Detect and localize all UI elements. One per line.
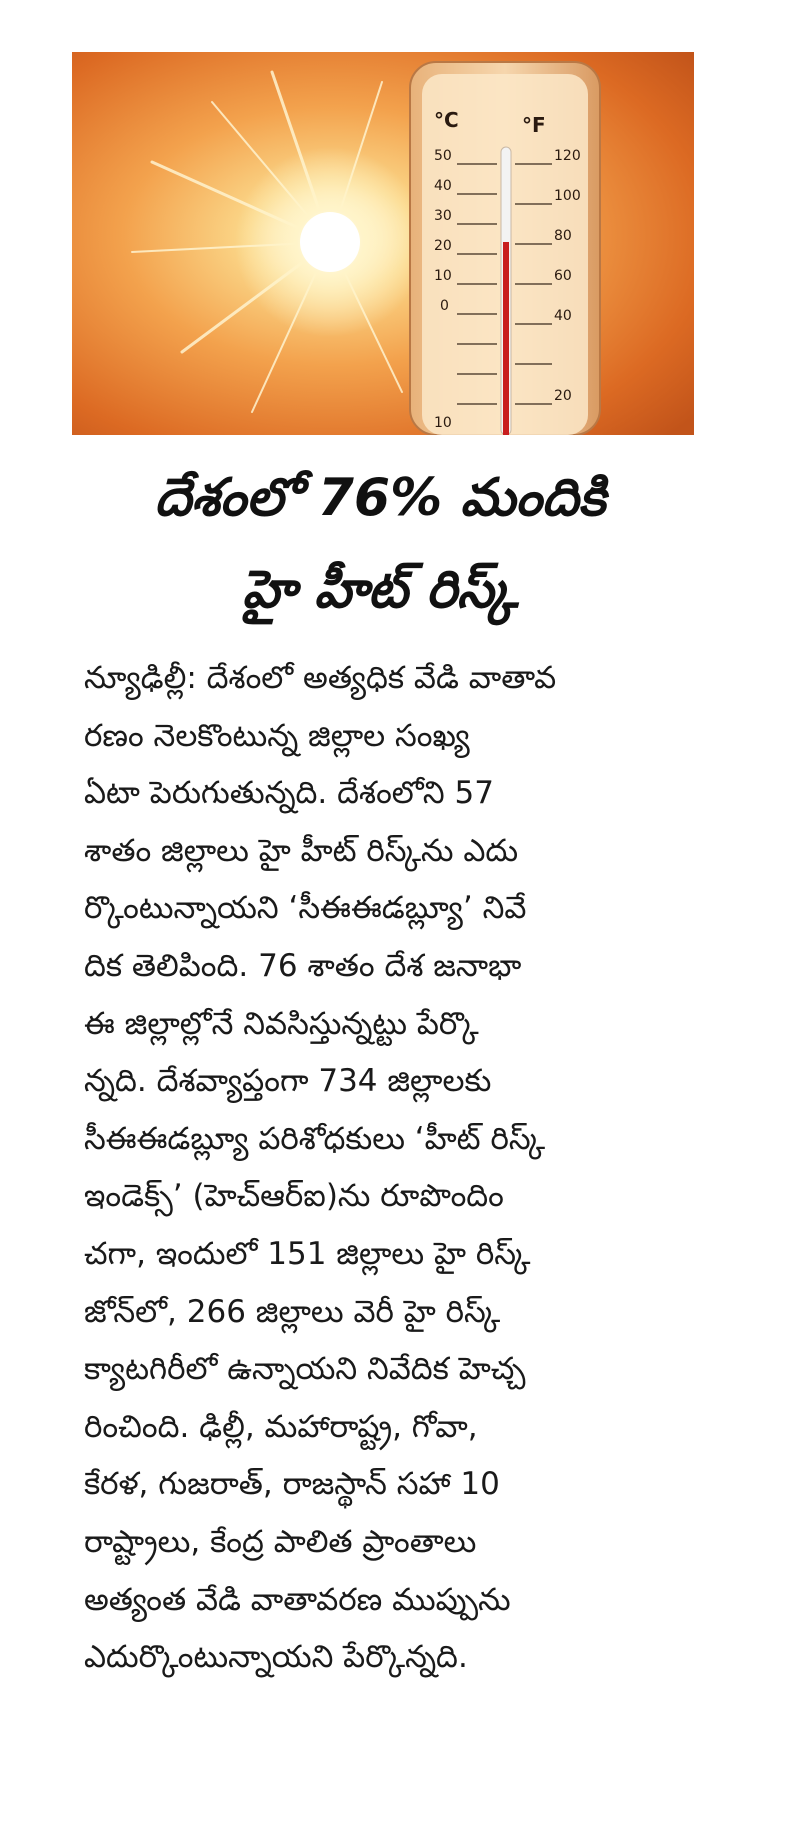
svg-text:30: 30	[434, 208, 452, 224]
headline-line-1: దేశంలో 76% మందికి	[154, 468, 606, 528]
svg-text:°F: °F	[522, 113, 546, 137]
svg-text:20: 20	[554, 388, 572, 404]
body-line: జోన్‌లో, 266 జిల్లాలు వెరీ హై రిస్క్	[84, 1293, 501, 1330]
body-line: ఏటా పెరుగుతున్నది. దేశంలోని 57	[84, 775, 494, 812]
svg-text:120: 120	[554, 148, 581, 164]
body-line: రాష్ట్రాలు, కేంద్ర పాలిత ప్రాంతాలు	[84, 1523, 477, 1560]
article-headline	[60, 452, 700, 636]
svg-text:80: 80	[554, 228, 572, 244]
svg-text:0: 0	[440, 298, 449, 314]
body-line: దిక తెలిపింది. 76 శాతం దేశ జనాభా	[84, 947, 522, 984]
svg-text:60: 60	[554, 268, 572, 284]
body-line: ఎదుర్కొంటున్నాయని పేర్కొన్నది.	[84, 1639, 468, 1676]
svg-text:10: 10	[434, 415, 452, 431]
body-line: న్యూఢిల్లీ: దేశంలో అత్యధిక వేడి వాతావ	[84, 660, 557, 696]
article-body	[84, 650, 704, 1687]
body-line: చగా, ఇందులో 151 జిల్లాలు హై రిస్క్	[84, 1235, 531, 1272]
mercury-column	[503, 242, 509, 435]
svg-text:50: 50	[434, 148, 452, 164]
svg-text:°C: °C	[434, 108, 459, 132]
headline-line-2: హై హీట్ రిస్క్	[242, 560, 518, 620]
body-line: శాతం జిల్లాలు హై హీట్ రిస్క్‌ను ఎదు	[84, 832, 519, 869]
svg-text:100: 100	[554, 188, 581, 204]
sun-core	[300, 212, 360, 272]
hero-illustration	[72, 52, 694, 435]
body-line: రించింది. ఢిల్లీ, మహారాష్ట్ర, గోవా,	[84, 1408, 478, 1445]
body-line: కేరళ, గుజరాత్, రాజస్థాన్ సహా 10	[84, 1466, 500, 1503]
body-line: అత్యంత వేడి వాతావరణ ముప్పును	[84, 1581, 511, 1618]
body-line: ర్కొంటున్నాయని ‘సీఈఈడబ్ల్యూ’ నివే	[84, 890, 527, 927]
body-line: ఈ జిల్లాల్లోనే నివసిస్తున్నట్టు పేర్కొ	[84, 1005, 479, 1042]
sun-and-thermometer-image	[72, 52, 694, 435]
body-line: న్నది. దేశవ్యాప్తంగా 734 జిల్లాలకు	[84, 1063, 492, 1100]
body-line: రణం నెలకొంటున్న జిల్లాల సంఖ్య	[84, 717, 470, 754]
body-line: ఇండెక్స్’ (హెచ్‌ఆర్‌ఐ)ను రూపొందిం	[84, 1178, 504, 1215]
svg-text:20: 20	[434, 238, 452, 254]
body-line: క్యాటగిరీలో ఉన్నాయని నివేదిక హెచ్చ	[84, 1351, 526, 1388]
body-line: సీఈఈడబ్ల్యూ పరిశోధకులు ‘హీట్ రిస్క్	[84, 1120, 546, 1157]
svg-text:40: 40	[434, 178, 452, 194]
svg-text:40: 40	[554, 308, 572, 324]
thermometer	[410, 62, 600, 435]
svg-text:10: 10	[434, 268, 452, 284]
